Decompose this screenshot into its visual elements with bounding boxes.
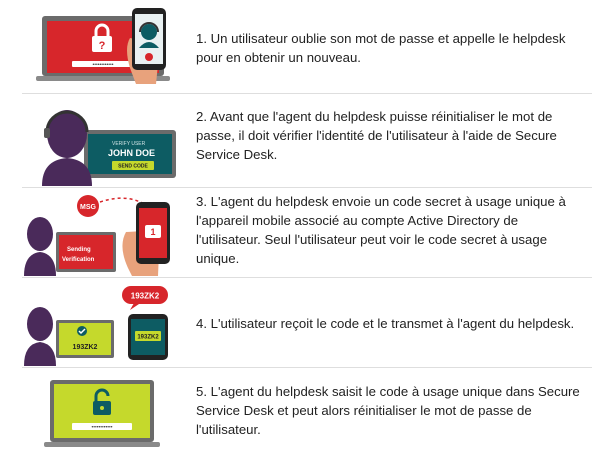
- svg-text:JOHN DOE: JOHN DOE: [108, 148, 156, 158]
- check-icon: [77, 326, 87, 336]
- step-5: [22, 368, 592, 460]
- step-1-illustration: [22, 0, 192, 92]
- message-icon: [77, 195, 99, 217]
- svg-text:SEND CODE: SEND CODE: [118, 163, 148, 170]
- step-3-text: 3. L'agent du helpdesk envoie un code secret à usage unique à l'appareil mobile associé au compte Active Directory de l'utilisateur. Seul l'utilisateur peut voir le code secret à usage unique.: [196, 194, 566, 266]
- step-4-text: 4. L'utilisateur reçoit le code et le transmet à l'agent du helpdesk.: [196, 316, 575, 331]
- svg-text:?: ?: [98, 40, 106, 52]
- step-5-illustration: [22, 368, 192, 460]
- step-2: [22, 94, 592, 186]
- step-5-text: 5. L'agent du helpdesk saisit le code à usage unique dans Secure Service Desk et peut alors réinitialiser le mot de passe de l'utilisateur.: [196, 384, 580, 437]
- step-4: [22, 278, 592, 366]
- step-2-text: 2. Avant que l'agent du helpdesk puisse réinitialiser le mot de passe, il doit vérifier l'identité de l'utilisateur à l'aide de Secure Service Desk.: [196, 109, 557, 162]
- agent-person-icon: [24, 307, 56, 366]
- svg-text:193ZK2: 193ZK2: [130, 291, 160, 301]
- step-2-illustration: [22, 94, 192, 186]
- svg-text:Verification: Verification: [62, 257, 95, 263]
- agent-person-icon: [24, 217, 56, 276]
- step-4-illustration: [22, 278, 192, 366]
- svg-text:MSG: MSG: [80, 204, 96, 211]
- svg-text:••••••••••••: ••••••••••••: [92, 62, 114, 68]
- step-3-illustration: [22, 188, 192, 276]
- svg-text:193ZK2: 193ZK2: [72, 344, 98, 351]
- step-3: [22, 188, 592, 276]
- svg-text:193ZK2: 193ZK2: [137, 334, 159, 341]
- svg-text:Sending: Sending: [67, 247, 91, 253]
- hang-up-icon: [145, 53, 153, 61]
- speech-bubble: [122, 286, 168, 310]
- svg-text:••••••••••••: ••••••••••••: [91, 424, 113, 431]
- svg-text:1: 1: [150, 227, 156, 237]
- svg-text:VERIFY USER: VERIFY USER: [112, 141, 146, 147]
- step-1: [22, 0, 592, 92]
- notification-badge: [145, 225, 161, 238]
- step-1-text: 1. Un utilisateur oublie son mot de passe et appelle le helpdesk pour en obtenir un nouveau.: [196, 31, 566, 65]
